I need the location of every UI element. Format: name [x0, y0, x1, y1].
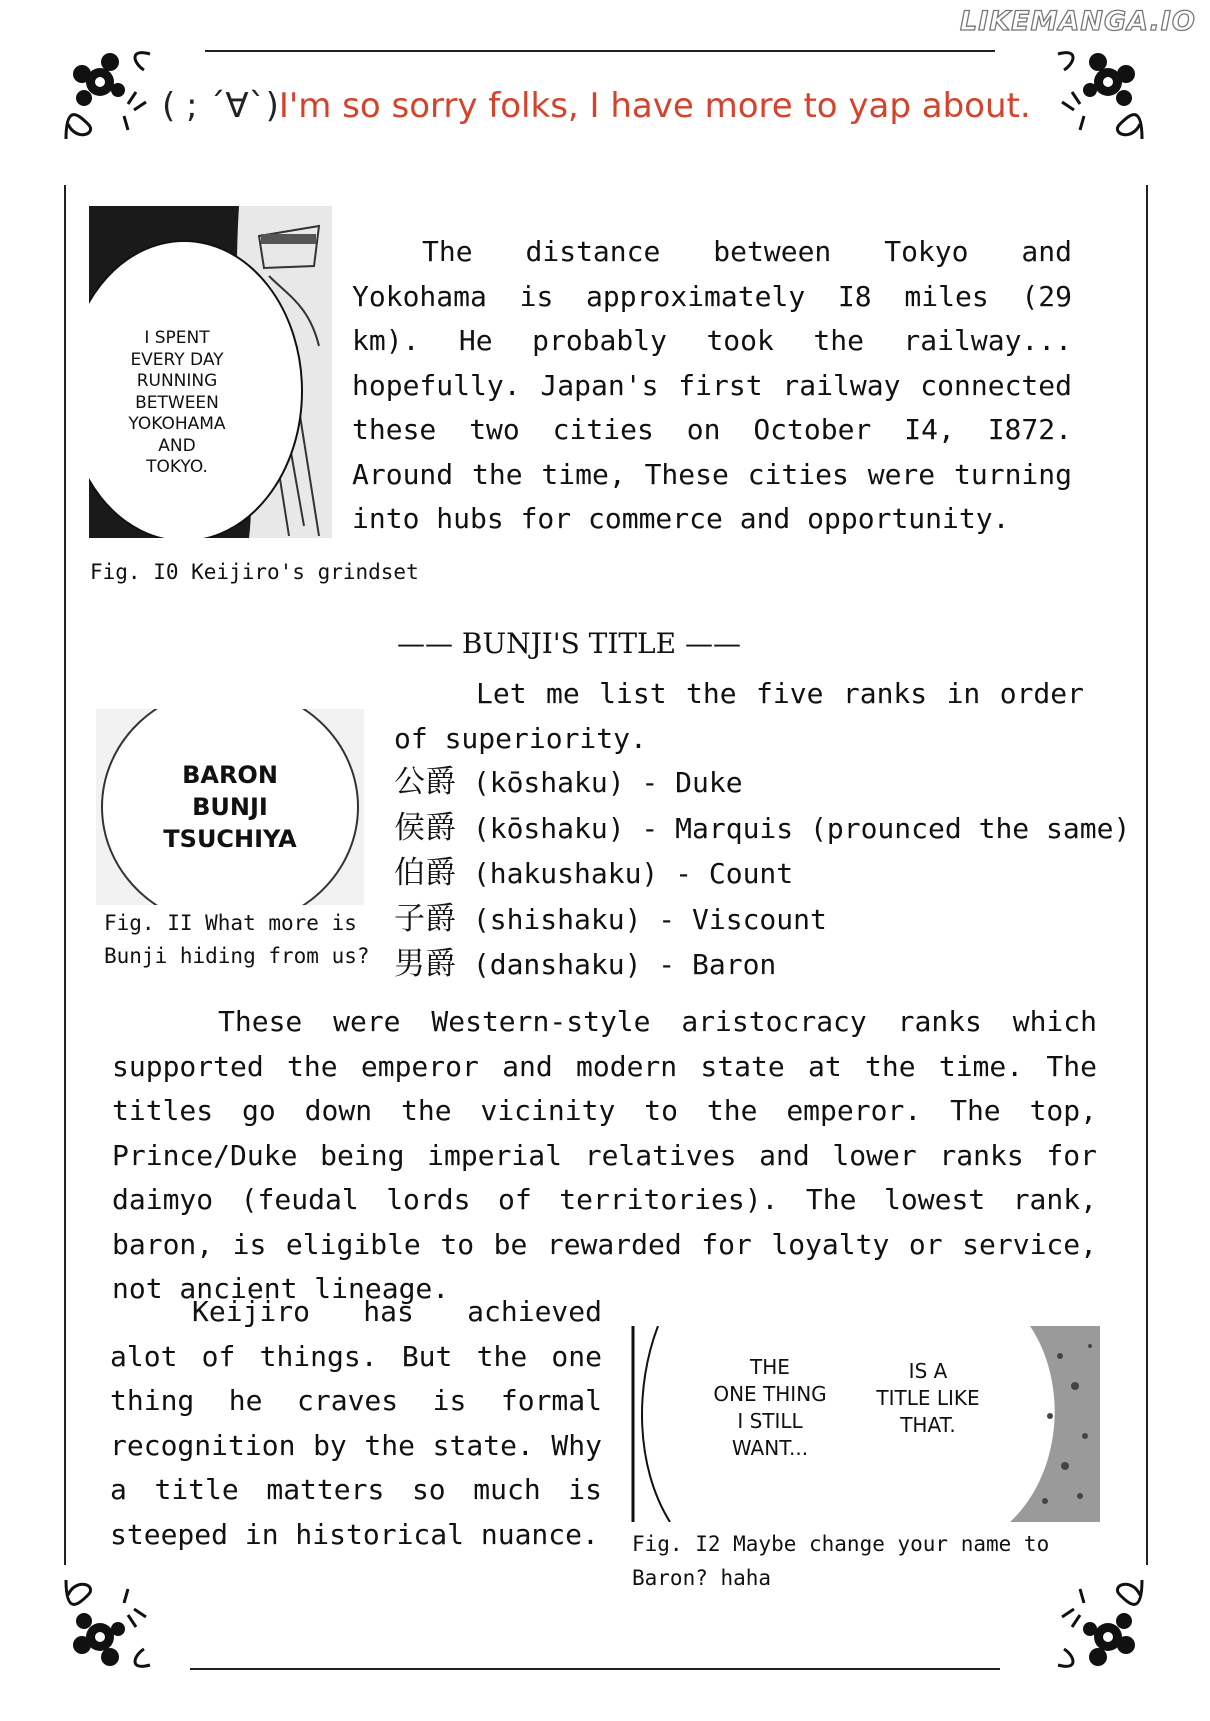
rank-kanji: 伯爵 — [394, 855, 456, 891]
ranks-intro: Let me list the five ranks in order of superiority. — [394, 677, 1084, 755]
corner-ornament-icon — [58, 1565, 168, 1675]
header-text: I'm so sorry folks, I have more to yap about. — [278, 86, 1031, 126]
rank-row — [394, 806, 1154, 852]
figure-caption-line: Bunji hiding from us? — [104, 944, 370, 968]
figure-caption-line: Fig. I2 Maybe change your name to — [632, 1532, 1050, 1556]
panel-speech-text: BARON BUNJI TSUCHIYA — [163, 761, 297, 853]
rank-text: (shishaku) - Viscount — [456, 902, 827, 936]
paragraph-railway: The distance between Tokyo and Yokohama is approximately I8 miles (29 km). He probably took the railway... hopefully. Japan's first railway connected these two cities on October I4, I872. Around the time, These cities were turning into hubs for commerce and opportunity. — [352, 235, 1072, 535]
rank-kanji: 男爵 — [394, 946, 456, 982]
panel-speech-text: THE ONE THING I STILL WANT... — [713, 1355, 827, 1460]
manga-panel-bunji — [96, 709, 364, 905]
section-title-text: BUNJI'S TITLE — [461, 627, 677, 660]
rank-text: (danshaku) - Baron — [456, 948, 777, 981]
figure-caption: Fig. I0 Keijiro's grindset — [90, 560, 419, 584]
rank-row — [394, 942, 1154, 988]
paragraph-aristocracy: These were Western-style aristocracy ranks which supported the emperor and modern state at the time. The titles go down the vicinity to the emperor. The top, Prince/Duke being imperial relatives and lower ranks for daimyo (feudal lords of territories). The lowest rank, baron, is eligible to be rewarded for loyalty or service, not ancient lineage. — [112, 1005, 1097, 1305]
corner-ornament-icon — [1040, 44, 1150, 154]
bottom-border-line — [190, 1668, 1000, 1670]
rank-row — [394, 760, 1154, 806]
panel-speech-text: I SPENT EVERY DAY RUNNING BETWEEN YOKOHAMA AND TOKYO. — [128, 328, 226, 477]
site-watermark: LIKEMANGA.IO — [960, 6, 1196, 37]
manga-panel-keijiro — [89, 206, 332, 538]
rank-text: (hakushaku) - Count — [456, 857, 794, 890]
rank-row — [394, 897, 1154, 943]
top-border-line — [205, 50, 995, 52]
figure-caption-line: Fig. II What more is — [104, 911, 357, 935]
rank-list — [394, 760, 1154, 988]
rank-text: (kōshaku) - Marquis (prounced the same) — [456, 811, 1131, 845]
rank-kanji: 侯爵 — [394, 809, 456, 846]
corner-ornament-icon — [1040, 1565, 1150, 1675]
rank-kanji: 公爵 — [394, 764, 456, 800]
page-header — [162, 86, 1031, 126]
paragraph-keijiro: Keijiro has achieved alot of things. But the one thing he craves is formal recognition by the state. Why a title matters so much is steeped in historical nuance. — [110, 1295, 602, 1551]
left-border-line — [64, 185, 66, 1565]
panel-speech-text: IS A TITLE LIKE THAT. — [876, 1359, 980, 1437]
rank-text: (kōshaku) - Duke — [456, 766, 743, 799]
figure-caption-line: Baron? haha — [632, 1566, 772, 1590]
section-title — [397, 627, 741, 660]
rank-row — [394, 851, 1154, 897]
rank-kanji: 子爵 — [394, 900, 456, 937]
title-dash-right: —— — [685, 627, 741, 660]
title-dash-left: —— — [397, 627, 453, 660]
corner-ornament-icon — [58, 44, 168, 154]
manga-panel-title — [630, 1326, 1100, 1522]
header-kaomoji: ( ; ´∀`) — [162, 86, 279, 126]
